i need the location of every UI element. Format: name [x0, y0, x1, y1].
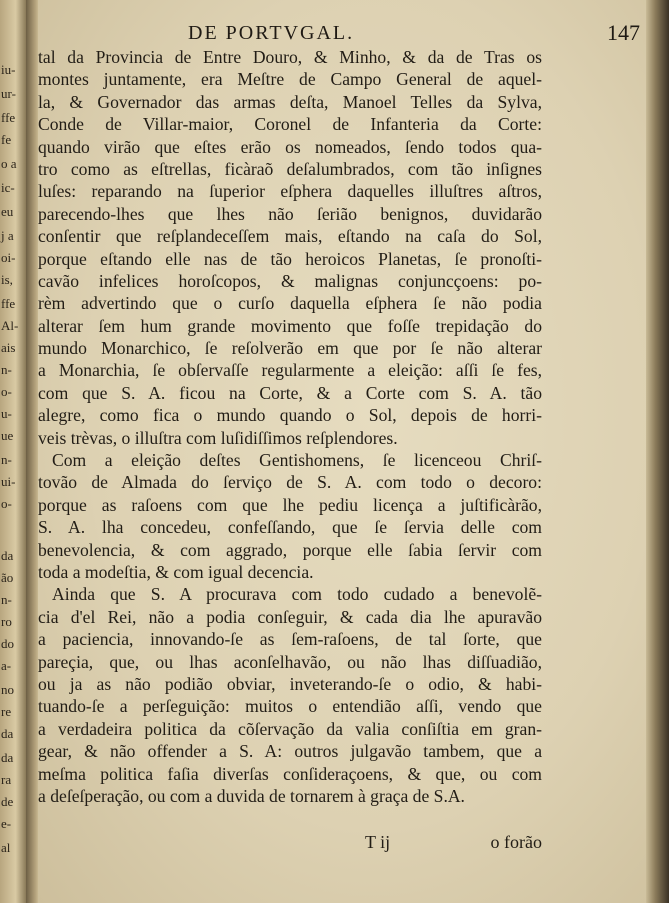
text-line: tro como as eſtrellas, ficàraõ deſalumbrados, com tão inſignes [38, 158, 542, 179]
text-line: Conde de Villar-maior, Coronel de Infanteria da Corte: [38, 114, 542, 135]
text-line: tal da Provincia de Entre Douro, & Minho, & da de Tras os [38, 47, 542, 67]
page-number: 147 [607, 20, 640, 45]
text-line: la, & Governador das armas deſta, Manoel Telles da Sylva, [38, 91, 542, 112]
text-line: Ainda que S. A procurava com todo cudado a benevolẽ- [52, 584, 542, 605]
facing-page-fragment: ic- [1, 180, 15, 195]
facing-page-fragment: ur- [1, 86, 16, 101]
text-line: rèm advertindo que o curſo daquella eſphera ſe não podia [38, 293, 542, 314]
text-line: ou ja as não podião obviar, inveterando-ſe o odio, & habi- [38, 673, 542, 694]
facing-page-fragment: da [1, 548, 14, 563]
text-line: benevolencia, & com aggrado, porque elle ſabia ſervir com [38, 539, 542, 560]
facing-page-fragment: da [1, 726, 14, 741]
facing-page-fragment: n- [1, 592, 12, 607]
text-line: cia d'el Rei, não a podia conſeguir, & cada dia lhe apuravão [38, 606, 542, 627]
body-text [38, 46, 638, 807]
page-edge-shadow [646, 0, 669, 903]
facing-page-fragment: is, [1, 272, 13, 287]
text-line: toda a modeſtia, & com igual decencia. [38, 561, 314, 582]
text-line: a deſeſperação, ou com a duvida de tornarem à graça de S.A. [38, 785, 465, 806]
facing-page-fragment: n- [1, 452, 12, 467]
facing-page-fragment: re [1, 704, 12, 719]
text-line: com que S. A. ficou na Corte, & a Corte com S. A. tão [38, 382, 542, 403]
text-line: veis trèvas, o illuſtra com luſidiſſimos reſplendores. [38, 427, 398, 448]
facing-page-fragment: al [1, 840, 11, 855]
facing-page-fragment: eu [1, 204, 14, 219]
text-line: gear, & não offender a S. A: outros julgavão tambem, que a [38, 741, 542, 762]
facing-page-fragment: fe [1, 132, 12, 147]
facing-page-fragment: a- [1, 658, 12, 673]
signature-mark: T ij [365, 832, 391, 852]
text-line: luſes: reparando na ſuperior eſphera daquelles illuſtres aſtros, [38, 181, 542, 202]
facing-page-fragment: j a [1, 228, 14, 243]
text-line: montes juntamente, era Meſtre de Campo General de aquel- [38, 69, 542, 90]
facing-page-fragment: da [1, 750, 14, 765]
facing-page-fragment: do [1, 636, 14, 651]
facing-page-fragment: o- [1, 384, 12, 399]
facing-page-fragment: u- [1, 406, 12, 421]
facing-page-fragment: oi- [1, 250, 16, 265]
facing-page-fragment: iu- [1, 62, 16, 77]
text-line: quando virão que eſtes erão os nomeados, ſendo todos qua- [38, 136, 542, 157]
text-line: pareçia, que, ou lhas aconſelhavão, ou não lhas diſſuadião, [38, 651, 542, 672]
facing-page-fragment: o a [1, 156, 17, 171]
text-line: a verdadeira politica da cõſervação da valia conſiſtia em gran- [38, 718, 542, 739]
facing-page-fragment: Al- [1, 318, 19, 333]
text-line: a Monarchia, ſe obſervaſſe regularmente a eleição: aſſi ſe fes, [38, 360, 542, 381]
page-footer [38, 832, 542, 856]
text-line: a paciencia, innovando-ſe as ſem-raſoens, de tal ſorte, que [38, 629, 542, 650]
text-line: S. A. lha concedeu, confeſſando, que ſe ſervia delle com [38, 517, 542, 538]
text-line: alterar ſem hum grande movimento que foſſe trepidação do [38, 315, 542, 336]
running-head: DE PORTVGAL. [188, 22, 355, 44]
text-line: cavão infelices horoſcopos, & malignas conjuncçoens: po- [38, 270, 542, 291]
facing-page-fragment: ffe [1, 110, 16, 125]
facing-page-fragment: ra [1, 772, 12, 787]
facing-page-fragment: no [1, 682, 14, 697]
text-line: mundo Monarchico, ſe reſolverão em que por ſe não alterar [38, 338, 542, 359]
text-line: parecendo-lhes que lhes não ſerião benignos, duvidarão [38, 203, 542, 224]
text-line: porque eſtando elle nas de tão heroicos Planetas, ſe pronoſti- [38, 248, 542, 269]
text-line: conſentir que reſplandeceſſem mais, eſtando na caſa do Sol, [38, 226, 542, 247]
facing-page-fragment: de [1, 794, 14, 809]
book-page [38, 0, 648, 903]
text-line: alegre, como fica o mundo quando o Sol, depois de horri- [38, 405, 542, 426]
facing-page-fragment: ui- [1, 474, 16, 489]
facing-page-fragment: ue [1, 428, 14, 443]
text-line: tovão de Almada do ſerviço de S. A. com todo o decoro: [38, 472, 542, 493]
facing-page-fragment: ais [1, 340, 16, 355]
catchword: o forão [490, 832, 542, 852]
facing-page-fragment: ão [1, 570, 14, 585]
facing-page-fragment: n- [1, 362, 12, 377]
facing-page-fragment: ffe [1, 296, 16, 311]
text-line: Com a eleição deſtes Gentishomens, ſe licenceou Chriſ- [52, 450, 542, 471]
facing-page-fragment: ro [1, 614, 12, 629]
facing-page-fragment: e- [1, 816, 12, 831]
text-line: porque as raſoens com que lhe pediu licença a juſtificàrão, [38, 494, 542, 515]
text-line: meſma politica faſia diverſas conſideraçoens, & que, ou com [38, 763, 542, 784]
facing-page-strip [0, 0, 26, 903]
text-line: tuando-ſe a perſeguição: muitos o entendião aſſi, vendo que [38, 696, 542, 717]
facing-page-fragment: o- [1, 496, 12, 511]
